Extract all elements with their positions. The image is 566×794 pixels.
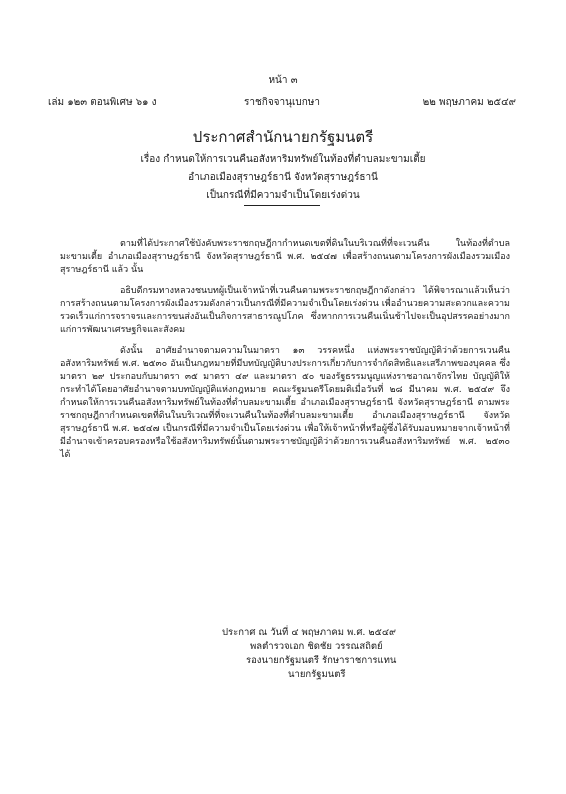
page-number: หน้า ๓ <box>268 75 298 86</box>
announcement-body <box>60 238 510 470</box>
title-divider <box>244 205 320 206</box>
subject-line-2: อำเภอเมืองสุราษฎร์ธานี จังหวัดสุราษฎร์ธานี <box>188 172 378 183</box>
announcement-title: ประกาศสำนักนายกรัฐมนตรี <box>192 128 374 146</box>
body-paragraph-3: ดังนั้น อาศัยอำนาจตามความในมาตรา ๑๓ วรรคหนึ่ง แห่งพระราชบัญญัติว่าด้วยการเวนคืนอสังหาริมทรัพย์ พ.ศ. ๒๕๓๐ อันเป็นกฎหมายที่มีบทบัญญัติบางประการเกี่ยวกับการจำกัดสิทธิและเสรีภาพของบุคคล ซึ่งมาตรา ๒๙ ประกอบกับมาตรา ๓๕ มาตรา ๔๙ และมาตรา ๕๐ ของรัฐธรรมนูญแห่งราชอาณาจักรไทย บัญญัติให้กระทำได้โดยอาศัยอำนาจตามบทบัญญัติแห่งกฎหมาย คณะรัฐมนตรีโดยมติเมื่อวันที่ ๒๘ มีนาคม พ.ศ. ๒๕๔๙ จึงกำหนดให้การเวนคืนอสังหาริมทรัพย์ในท้องที่ตำบลมะขามเตี้ย อำเภอเมืองสุราษฎร์ธานี จังหวัดสุราษฎร์ธานี ตามพระราชกฤษฎีกากำหนดเขตที่ดินในบริเวณที่ที่จะเวนคืนในท้องที่ตำบลมะขามเตี้ย อำเภอเมืองสุราษฎร์ธานี จังหวัดสุราษฎร์ธานี พ.ศ. ๒๕๔๗ เป็นกรณีที่มีความจำเป็นโดยเร่งด่วน เพื่อให้เจ้าหน้าที่หรือผู้ซึ่งได้รับมอบหมายจากเจ้าหน้าที่มีอำนาจเข้าครอบครองหรือใช้อสังหาริมทรัพย์นั้นตามพระราชบัญญัติว่าด้วยการเวนคืนอสังหาริมทรัพย์ พ.ศ. ๒๕๓๐ ได้ <box>60 346 510 460</box>
subject-line-1: เรื่อง กำหนดให้การเวนคืนอสังหาริมทรัพย์ในท้องที่ตำบลมะขามเตี้ย <box>140 154 426 165</box>
signatory-position: รองนายกรัฐมนตรี รักษาราชการแทน <box>246 655 397 666</box>
subject-line-3: เป็นกรณีที่มีความจำเป็นโดยเร่งด่วน <box>206 190 360 201</box>
announcement-date: ประกาศ ณ วันที่ ๔ พฤษภาคม พ.ศ. ๒๕๔๙ <box>222 627 396 638</box>
body-paragraph-2: อธิบดีกรมทางหลวงชนบทผู้เป็นเจ้าหน้าที่เวนคืนตามพระราชกฤษฎีกาดังกล่าว ได้พิจารณาแล้วเห็นว่า การสร้างถนนตามโครงการผังเมืองรวมดังกล่าวเป็นกรณีที่มีความจำเป็นโดยเร่งด่วน เพื่ออำนวยความสะดวกและความรวดเร็วแก่การจราจรและการขนส่งอันเป็นกิจการสาธารณูปโภค ซึ่งหากการเวนคืนเนิ่นช้าไปจะเป็นอุปสรรคอย่างมากแก่การพัฒนาเศรษฐกิจและสังคม <box>60 286 510 335</box>
body-paragraph-1: ตามที่ได้ประกาศใช้บังคับพระราชกฤษฎีกากำหนดเขตที่ดินในบริเวณที่ที่จะเวนคืน ในท้องที่ตำบลมะขามเตี้ย อำเภอเมืองสุราษฎร์ธานี จังหวัดสุราษฎร์ธานี พ.ศ. ๒๕๔๗ เพื่อสร้างถนนตามโครงการผังเมืองรวมเมืองสุราษฎร์ธานี แล้ว นั้น <box>60 239 510 275</box>
signatory-name: พลตำรวจเอก ชิดชัย วรรณสถิตย์ <box>250 641 383 652</box>
signatory-position-2: นายกรัฐมนตรี <box>288 669 346 680</box>
volume-info: เล่ม ๑๒๓ ตอนพิเศษ ๖๑ ง <box>48 97 157 108</box>
gazette-header <box>48 95 516 109</box>
signature-block <box>222 626 396 682</box>
publication-date: ๒๒ พฤษภาคม ๒๕๔๙ <box>422 97 516 108</box>
publication-name: ราชกิจจานุเบกษา <box>243 97 321 108</box>
